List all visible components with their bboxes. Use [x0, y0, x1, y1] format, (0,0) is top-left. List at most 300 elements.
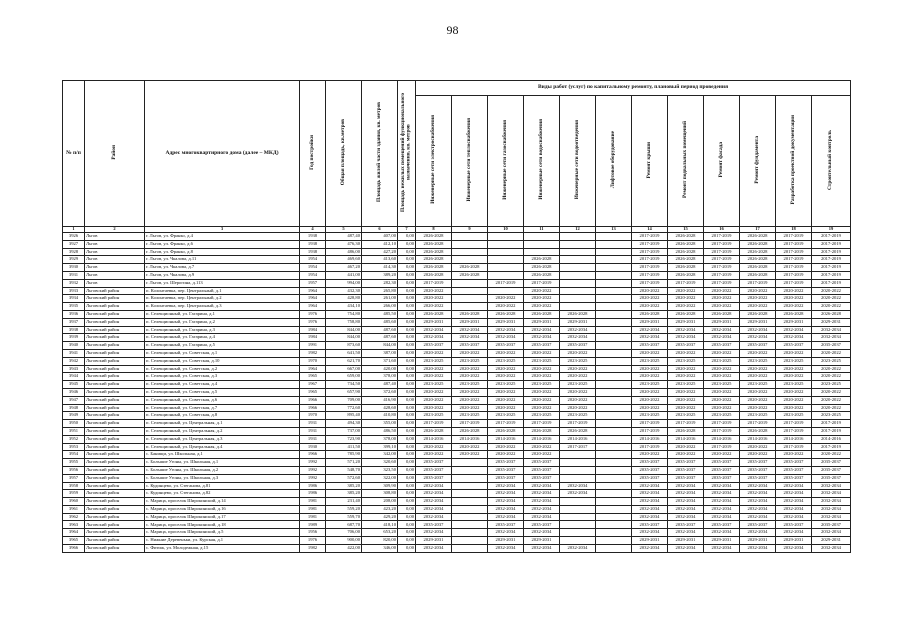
total-area-cell: 772,60 [326, 404, 362, 412]
work-period-cell: 2032-2034 [416, 334, 452, 342]
work-period-cell [452, 295, 488, 303]
work-period-cell: 2035-2037 [488, 466, 524, 474]
total-area-cell: 687,70 [326, 521, 362, 529]
nonresidential-area-cell: 0,00 [398, 498, 416, 506]
work-period-cell: 2032-2034 [632, 334, 668, 342]
work-period-cell: 2020-2022 [416, 365, 452, 373]
year-cell: 1954 [300, 271, 326, 279]
work-period-cell: 2014-2016 [704, 435, 740, 443]
living-area-cell: 342,00 [362, 451, 398, 459]
living-area-cell: 420,00 [362, 365, 398, 373]
district-cell: Льговский район [85, 427, 145, 435]
total-area-cell: 737,00 [326, 427, 362, 435]
address-cell: п. Селекционный, ул. Гагарина, д.3 [145, 326, 300, 334]
work-period-cell: 2020-2022 [560, 404, 596, 412]
year-cell: 1984 [300, 326, 326, 334]
work-period-cell: 2026-2028 [668, 233, 704, 241]
work-period-cell: 2032-2034 [740, 482, 776, 490]
work-period-cell: 2020-2022 [812, 388, 851, 396]
column-number: 5 [326, 227, 362, 233]
district-cell: Льговский район [85, 396, 145, 404]
work-period-cell: 2035-2037 [416, 474, 452, 482]
column-number: 2 [85, 227, 145, 233]
work-period-cell [560, 451, 596, 459]
district-cell: Льгов [85, 271, 145, 279]
year-cell: 1982 [300, 544, 326, 552]
work-period-cell: 2032-2034 [632, 490, 668, 498]
nonresidential-area-cell: 0,00 [398, 248, 416, 256]
row-number: 3937 [63, 318, 85, 326]
work-period-cell: 2032-2034 [812, 334, 851, 342]
work-period-cell: 2035-2037 [488, 474, 524, 482]
work-period-cell: 2032-2034 [488, 544, 524, 552]
work-period-cell [596, 342, 632, 350]
year-cell: 1981 [300, 513, 326, 521]
work-period-cell: 2023-2025 [668, 381, 704, 389]
work-period-cell: 2029-2031 [416, 537, 452, 545]
work-period-cell: 2032-2034 [740, 505, 776, 513]
nonresidential-area-cell: 0,00 [398, 349, 416, 357]
total-area-cell: 621,70 [326, 357, 362, 365]
work-period-cell [560, 295, 596, 303]
work-period-cell: 2035-2037 [632, 474, 668, 482]
col-header-address: Адрес многоквартирного дома (далее – МКД) [145, 81, 300, 227]
living-area-cell: 346,00 [362, 544, 398, 552]
col-header-total-area: Общая площадь, кв.метров [326, 81, 362, 227]
work-period-cell [596, 482, 632, 490]
total-area-cell: 785,90 [326, 451, 362, 459]
work-period-cell: 2023-2025 [452, 357, 488, 365]
work-period-cell: 2032-2034 [668, 326, 704, 334]
table-row [63, 427, 851, 435]
address-cell: п. Селекционный, ул. Советская, д.2 [145, 365, 300, 373]
work-period-cell: 2032-2034 [740, 334, 776, 342]
work-period-cell [596, 381, 632, 389]
total-area-cell: 734,50 [326, 381, 362, 389]
col-header-work-12: Строительный контроль [812, 96, 851, 227]
work-period-cell: 2020-2022 [560, 365, 596, 373]
nonresidential-area-cell: 0,00 [398, 537, 416, 545]
district-cell: Льговский район [85, 459, 145, 467]
living-area-cell: 378,00 [362, 373, 398, 381]
year-cell: 1981 [300, 505, 326, 513]
nonresidential-area-cell: 0,00 [398, 264, 416, 272]
row-number: 3953 [63, 443, 85, 451]
living-area-cell: 208,00 [362, 498, 398, 506]
work-period-cell [452, 529, 488, 537]
nonresidential-area-cell: 0,00 [398, 287, 416, 295]
work-period-cell: 2017-2019 [776, 271, 812, 279]
work-period-cell: 2026-2028 [668, 310, 704, 318]
total-area-cell: 844,00 [326, 326, 362, 334]
work-period-cell: 2020-2022 [632, 451, 668, 459]
work-period-cell [560, 279, 596, 287]
work-period-cell: 2020-2022 [488, 451, 524, 459]
work-period-cell: 2032-2034 [776, 482, 812, 490]
table-row [63, 443, 851, 451]
column-number: 16 [704, 227, 740, 233]
district-cell: Льговский район [85, 295, 145, 303]
total-area-cell: 667,00 [326, 365, 362, 373]
work-period-cell [452, 459, 488, 467]
work-period-cell: 2035-2037 [488, 521, 524, 529]
work-period-cell: 2023-2025 [776, 412, 812, 420]
work-period-cell: 2032-2034 [668, 544, 704, 552]
row-number: 3956 [63, 466, 85, 474]
work-period-cell: 2035-2037 [812, 459, 851, 467]
work-period-cell [596, 466, 632, 474]
work-period-cell: 2017-2019 [632, 240, 668, 248]
work-period-cell: 2029-2031 [452, 318, 488, 326]
work-period-cell: 2020-2022 [776, 287, 812, 295]
year-cell: 1966 [300, 404, 326, 412]
work-period-cell: 2023-2025 [488, 357, 524, 365]
work-period-cell [560, 240, 596, 248]
work-period-cell: 2026-2028 [416, 248, 452, 256]
work-period-cell: 2029-2031 [812, 537, 851, 545]
work-period-cell [596, 334, 632, 342]
work-period-cell: 2026-2028 [452, 271, 488, 279]
work-period-cell: 2017-2019 [416, 279, 452, 287]
work-period-cell: 2017-2019 [632, 427, 668, 435]
work-period-cell: 2017-2019 [632, 420, 668, 428]
work-period-cell: 2026-2028 [560, 310, 596, 318]
living-area-cell: 399,10 [362, 443, 398, 451]
work-period-cell [596, 264, 632, 272]
row-number: 3946 [63, 388, 85, 396]
row-number: 3963 [63, 521, 85, 529]
row-number: 3962 [63, 513, 85, 521]
nonresidential-area-cell: 0,00 [398, 521, 416, 529]
work-period-cell: 2032-2034 [776, 498, 812, 506]
work-period-cell: 2020-2022 [488, 404, 524, 412]
district-cell: Льговский район [85, 474, 145, 482]
living-area-cell: 407,00 [362, 233, 398, 241]
table-row [63, 544, 851, 552]
work-period-cell: 2032-2034 [776, 513, 812, 521]
work-period-cell [452, 513, 488, 521]
work-period-cell: 2035-2037 [632, 521, 668, 529]
work-period-cell: 2017-2019 [812, 427, 851, 435]
work-period-cell: 2017-2019 [524, 420, 560, 428]
column-number: 13 [596, 227, 632, 233]
work-period-cell [488, 287, 524, 295]
work-period-cell: 2017-2019 [776, 264, 812, 272]
row-number: 3960 [63, 498, 85, 506]
work-period-cell: 2032-2034 [524, 544, 560, 552]
work-period-cell: 2032-2034 [704, 505, 740, 513]
work-period-cell: 2035-2037 [776, 459, 812, 467]
table-row [63, 287, 851, 295]
living-area-cell: 320,60 [362, 459, 398, 467]
row-number: 3935 [63, 303, 85, 311]
work-period-cell: 2032-2034 [524, 326, 560, 334]
nonresidential-area-cell: 0,00 [398, 310, 416, 318]
work-period-cell: 2032-2034 [524, 529, 560, 537]
column-number: 6 [362, 227, 398, 233]
work-period-cell: 2020-2022 [560, 396, 596, 404]
work-period-cell: 2032-2034 [632, 505, 668, 513]
work-period-cell: 2032-2034 [668, 482, 704, 490]
work-period-cell: 2023-2025 [776, 381, 812, 389]
nonresidential-area-cell: 0,00 [398, 443, 416, 451]
district-cell: Льговский район [85, 537, 145, 545]
year-cell: 1970 [300, 412, 326, 420]
work-period-cell: 2020-2022 [524, 349, 560, 357]
row-number: 3942 [63, 357, 85, 365]
work-period-cell: 2020-2022 [704, 365, 740, 373]
work-period-cell [596, 295, 632, 303]
work-period-cell: 2035-2037 [812, 521, 851, 529]
living-area-cell: 486,50 [362, 427, 398, 435]
work-period-cell: 2032-2034 [668, 505, 704, 513]
work-period-cell: 2035-2037 [740, 466, 776, 474]
work-period-cell: 2032-2034 [560, 326, 596, 334]
total-area-cell: 895,40 [326, 412, 362, 420]
year-cell: 1931 [300, 427, 326, 435]
living-area-cell: 372,60 [362, 388, 398, 396]
work-period-cell: 2032-2034 [740, 326, 776, 334]
table-row [63, 466, 851, 474]
work-period-cell: 2035-2037 [812, 466, 851, 474]
district-cell: Льговский район [85, 334, 145, 342]
total-area-cell: 434,10 [326, 303, 362, 311]
work-period-cell: 2032-2034 [704, 529, 740, 537]
address-cell: п. Селекционный, ул. Гагарина, д.1 [145, 310, 300, 318]
work-period-cell: 2017-2019 [704, 256, 740, 264]
work-period-cell: 2023-2025 [704, 381, 740, 389]
total-area-cell: 432,30 [326, 287, 362, 295]
work-period-cell [560, 466, 596, 474]
column-number: 10 [488, 227, 524, 233]
work-period-cell: 2032-2034 [776, 334, 812, 342]
work-period-cell: 2026-2028 [740, 427, 776, 435]
work-period-cell: 2020-2022 [452, 404, 488, 412]
work-period-cell: 2023-2025 [812, 381, 851, 389]
address-cell: п. Селекционный, ул. Советская, д.7 [145, 404, 300, 412]
row-number: 3957 [63, 474, 85, 482]
work-period-cell: 2020-2022 [452, 373, 488, 381]
total-area-cell: 758,80 [326, 318, 362, 326]
row-number: 3928 [63, 248, 85, 256]
work-period-cell: 2017-2019 [704, 420, 740, 428]
work-period-cell: 2020-2022 [560, 373, 596, 381]
nonresidential-area-cell: 0,00 [398, 513, 416, 521]
work-period-cell: 2032-2034 [668, 498, 704, 506]
column-number: 18 [776, 227, 812, 233]
work-period-cell: 2023-2025 [524, 381, 560, 389]
work-period-cell: 2032-2034 [812, 490, 851, 498]
row-number: 3933 [63, 287, 85, 295]
district-cell: Льговский район [85, 388, 145, 396]
work-period-cell: 2035-2037 [812, 342, 851, 350]
work-period-cell [596, 248, 632, 256]
year-cell: 1989 [300, 521, 326, 529]
living-area-cell: 387,00 [362, 349, 398, 357]
work-period-cell: 2017-2019 [704, 233, 740, 241]
work-period-cell: 2020-2022 [488, 303, 524, 311]
work-period-cell: 2026-2028 [452, 264, 488, 272]
work-period-cell: 2035-2037 [704, 342, 740, 350]
work-period-cell: 2020-2022 [776, 396, 812, 404]
address-cell: г. Льгов, ул. Франко, д.6 [145, 240, 300, 248]
work-period-cell: 2017-2019 [704, 248, 740, 256]
district-cell: Льговский район [85, 521, 145, 529]
work-period-cell: 2032-2034 [812, 326, 851, 334]
work-period-cell: 2026-2028 [704, 310, 740, 318]
living-area-cell: 322,00 [362, 474, 398, 482]
work-period-cell: 2023-2025 [632, 357, 668, 365]
work-period-cell: 2026-2028 [452, 427, 488, 435]
work-period-cell: 2035-2037 [524, 459, 560, 467]
year-cell: 1964 [300, 287, 326, 295]
work-period-cell: 2029-2031 [668, 537, 704, 545]
work-period-cell [452, 521, 488, 529]
address-cell: п. Селекционный, ул. Советская, д.8 [145, 412, 300, 420]
work-period-cell: 2017-2019 [416, 420, 452, 428]
work-period-cell [560, 256, 596, 264]
work-period-cell: 2020-2022 [704, 349, 740, 357]
row-number: 3966 [63, 544, 85, 552]
work-period-cell: 2035-2037 [452, 342, 488, 350]
work-period-cell: 2026-2028 [668, 240, 704, 248]
work-period-cell: 2020-2022 [488, 388, 524, 396]
table-row [63, 451, 851, 459]
table-row [63, 233, 851, 241]
work-period-cell: 2020-2022 [776, 451, 812, 459]
work-period-cell: 2026-2028 [524, 427, 560, 435]
address-cell: п. Селекционный, ул. Советская, д.5 [145, 388, 300, 396]
total-area-cell: 231,40 [326, 498, 362, 506]
work-period-cell: 2029-2031 [416, 318, 452, 326]
works-group-header: Виды работ (услуг) по капитальному ремонту, плановый период проведения [416, 81, 851, 96]
work-period-cell: 2020-2022 [812, 287, 851, 295]
work-period-cell: 2020-2022 [776, 295, 812, 303]
work-period-cell: 2020-2022 [488, 373, 524, 381]
work-period-cell: 2017-2019 [812, 264, 851, 272]
work-period-cell: 2032-2034 [416, 529, 452, 537]
work-period-cell: 2029-2031 [704, 537, 740, 545]
table-row [63, 490, 851, 498]
row-number: 3944 [63, 373, 85, 381]
work-period-cell: 2032-2034 [704, 544, 740, 552]
table-row [63, 459, 851, 467]
work-period-cell: 2023-2025 [704, 412, 740, 420]
work-period-cell: 2029-2031 [488, 537, 524, 545]
work-period-cell: 2023-2025 [668, 412, 704, 420]
table-row [63, 498, 851, 506]
work-period-cell: 2014-2016 [416, 435, 452, 443]
work-period-cell: 2032-2034 [524, 334, 560, 342]
work-period-cell: 2020-2022 [704, 451, 740, 459]
work-period-cell: 2032-2034 [488, 326, 524, 334]
row-number: 3936 [63, 310, 85, 318]
column-number: 3 [145, 227, 300, 233]
work-period-cell [596, 412, 632, 420]
work-period-cell: 2026-2028 [416, 264, 452, 272]
work-period-cell: 2020-2022 [668, 373, 704, 381]
column-number: 15 [668, 227, 704, 233]
living-area-cell: 309,90 [362, 482, 398, 490]
work-period-cell: 2017-2019 [704, 427, 740, 435]
work-period-cell: 2023-2025 [812, 357, 851, 365]
address-cell: с. Марица, проселок Широкинский, д.18 [145, 521, 300, 529]
address-cell: с. Фитиж, ул. Молодежная, д.15 [145, 544, 300, 552]
work-period-cell [560, 287, 596, 295]
work-period-cell: 2032-2034 [416, 498, 452, 506]
district-cell: Льговский район [85, 287, 145, 295]
year-cell: 1986 [300, 482, 326, 490]
work-period-cell: 2020-2022 [740, 373, 776, 381]
work-period-cell [560, 498, 596, 506]
total-area-cell: 571,20 [326, 459, 362, 467]
work-period-cell: 2032-2034 [488, 498, 524, 506]
work-period-cell [524, 240, 560, 248]
work-period-cell: 2020-2022 [776, 365, 812, 373]
address-cell: п. Колонтаевка, пер. Центральный, д.1 [145, 287, 300, 295]
work-period-cell: 2020-2022 [740, 388, 776, 396]
work-period-cell: 2017-2019 [632, 279, 668, 287]
living-area-cell: 412,10 [362, 240, 398, 248]
work-period-cell: 2020-2022 [668, 295, 704, 303]
table-row [63, 349, 851, 357]
address-cell: с. Банищи, ул. Школьная, д.1 [145, 451, 300, 459]
row-number: 3945 [63, 381, 85, 389]
work-period-cell: 2032-2034 [668, 513, 704, 521]
table-row [63, 435, 851, 443]
table-row [63, 326, 851, 334]
total-area-cell: 572,60 [326, 474, 362, 482]
column-number: 17 [740, 227, 776, 233]
work-period-cell: 2017-2019 [668, 279, 704, 287]
row-number: 3940 [63, 342, 85, 350]
work-period-cell: 2026-2028 [416, 240, 452, 248]
work-period-cell: 2023-2025 [416, 357, 452, 365]
year-cell: 1992 [300, 474, 326, 482]
work-period-cell: 2020-2022 [416, 404, 452, 412]
address-cell: с. Марица, проселок Широкинский, д.17 [145, 513, 300, 521]
work-period-cell: 2020-2022 [632, 365, 668, 373]
living-area-cell: 487,60 [362, 334, 398, 342]
work-period-cell [560, 474, 596, 482]
work-period-cell: 2035-2037 [776, 342, 812, 350]
work-period-cell: 2032-2034 [632, 529, 668, 537]
row-number: 3954 [63, 451, 85, 459]
row-number: 3964 [63, 529, 85, 537]
work-period-cell: 2020-2022 [668, 287, 704, 295]
work-period-cell: 2020-2022 [524, 396, 560, 404]
work-period-cell: 2023-2025 [560, 412, 596, 420]
address-cell: с. Марица, проселок Широкинский, д.14 [145, 498, 300, 506]
col-header-work-5: Инженерные сети водоотведения [560, 96, 596, 227]
district-cell: Льговский район [85, 381, 145, 389]
row-number: 3930 [63, 264, 85, 272]
col-header-number: № п/п [63, 81, 85, 227]
nonresidential-area-cell: 0,00 [398, 404, 416, 412]
district-cell: Льговский район [85, 505, 145, 513]
work-period-cell [524, 233, 560, 241]
work-period-cell: 2020-2022 [812, 451, 851, 459]
address-cell: п. Селекционный, ул. Советская, д.6 [145, 396, 300, 404]
work-period-cell [596, 396, 632, 404]
col-header-work-10: Ремонт фундамента [740, 96, 776, 227]
nonresidential-area-cell: 0,00 [398, 490, 416, 498]
work-period-cell: 2029-2031 [632, 537, 668, 545]
work-period-cell: 2032-2034 [704, 498, 740, 506]
work-period-cell: 2017-2019 [812, 233, 851, 241]
work-period-cell: 2023-2025 [452, 412, 488, 420]
work-period-cell: 2026-2028 [776, 310, 812, 318]
